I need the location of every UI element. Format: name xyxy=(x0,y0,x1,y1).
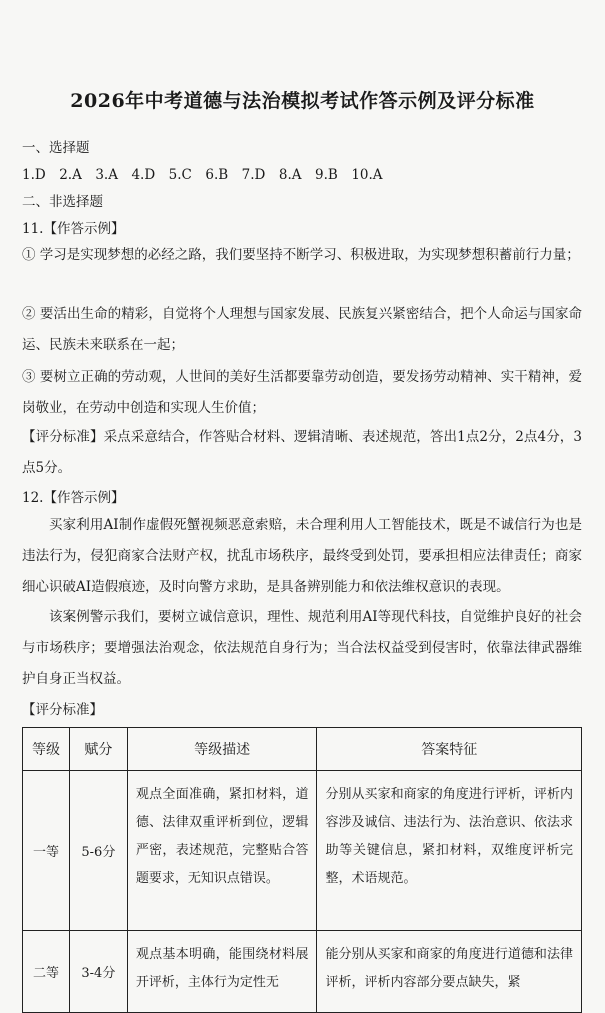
q12-paragraph-1: 买家利用AI制作虚假死蟹视频恶意索赔，未合理利用人工智能技术，既是不诚信行为也是违法行为，侵犯商家合法财产权，扰乱市场秩序，最终受到处罚，要承担相应法律责任；商家细心识破AI造假痕迹，及时向警方求助，是具备辨别能力和依法维权意识的表现。 xyxy=(22,517,582,595)
header-score: 赋分 xyxy=(69,728,127,771)
q12-heading: 12.【作答示例】 xyxy=(22,490,125,506)
header-features: 答案特征 xyxy=(317,728,582,771)
q11-point-2: ② 要活出生命的精彩，自觉将个人理想与国家发展、民族复兴紧密结合，把个人命运与国家命运、民族未来联系在一起； xyxy=(22,306,582,353)
row-description: 观点全面准确，紧扣材料，道德、法律双重评析到位，逻辑严密，表述规范，完整贴合答题要求，无知识点错误。 xyxy=(127,771,317,931)
scoring-table xyxy=(22,727,582,1013)
header-description: 等级描述 xyxy=(127,728,317,771)
q11-heading: 11.【作答示例】 xyxy=(22,221,125,237)
document-title: 2026年中考道德与法治模拟考试作答示例及评分标准 xyxy=(70,90,535,112)
row-features: 能分别从买家和商家的角度进行道德和法律评析，评析内容部分要点缺失，紧 xyxy=(317,931,582,1013)
row-features: 分别从买家和商家的角度进行评析，评析内容涉及诚信、违法行为、法治意识、依法求助等关键信息，紧扣材料，双维度评析完整，术语规范。 xyxy=(317,771,582,931)
table-header-row xyxy=(23,728,582,771)
q12-scoring-heading: 【评分标准】 xyxy=(22,702,103,718)
section-choice-heading: 一、选择题 xyxy=(22,140,90,156)
q11-point-1: ① 学习是实现梦想的必经之路，我们要坚持不断学习、积极进取，为实现梦想积蓄前行力量； xyxy=(22,247,580,263)
row-score: 5-6分 xyxy=(69,771,127,931)
table-row xyxy=(23,771,582,931)
section-nonchoice-heading: 二、非选择题 xyxy=(22,194,103,210)
choice-answers: 1.D 2.A 3.A 4.D 5.C 6.B 7.D 8.A 9.B 10.A xyxy=(22,167,383,183)
row-description: 观点基本明确，能围绕材料展开评析，主体行为定性无 xyxy=(127,931,317,1013)
q12-paragraph-2: 该案例警示我们，要树立诚信意识，理性、规范利用AI等现代科技，自觉维护良好的社会与市场秩序；要增强法治观念，依法规范自身行为；当合法权益受到侵害时，依靠法律武器维护自身正当权益。 xyxy=(22,609,582,687)
q11-scoring: 【评分标准】采点采意结合，作答贴合材料、逻辑清晰、表述规范，答出1点2分，2点4分，3点5分。 xyxy=(22,429,582,476)
header-level: 等级 xyxy=(23,728,70,771)
table-row xyxy=(23,931,582,1013)
row-score: 3-4分 xyxy=(69,931,127,1013)
q11-point-3: ③ 要树立正确的劳动观，人世间的美好生活都要靠劳动创造，要发扬劳动精神、实干精神，爱岗敬业，在劳动中创造和实现人生价值； xyxy=(22,369,582,416)
row-level: 一等 xyxy=(23,771,70,931)
row-level: 二等 xyxy=(23,931,70,1013)
